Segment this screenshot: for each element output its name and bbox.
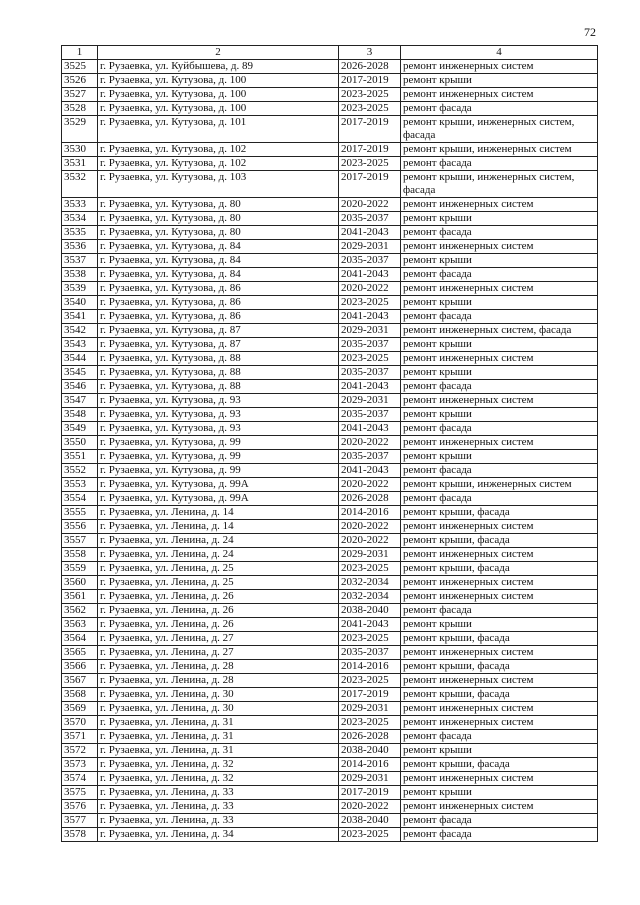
work-type-cell: ремонт крыши — [401, 408, 598, 422]
address-cell: г. Рузаевка, ул. Кутузова, д. 93 — [98, 394, 339, 408]
work-type-cell: ремонт инженерных систем — [401, 520, 598, 534]
work-type-cell: ремонт крыши — [401, 338, 598, 352]
work-type-cell: ремонт крыши — [401, 212, 598, 226]
table-row — [62, 436, 598, 450]
period-cell: 2035-2037 — [339, 254, 401, 268]
work-type-cell: ремонт крыши — [401, 74, 598, 88]
address-cell: г. Рузаевка, ул. Ленина, д. 32 — [98, 772, 339, 786]
column-header-3: 3 — [339, 46, 401, 60]
work-type-cell: ремонт фасада — [401, 828, 598, 842]
table-row — [62, 352, 598, 366]
address-cell: г. Рузаевка, ул. Ленина, д. 28 — [98, 660, 339, 674]
work-type-cell: ремонт инженерных систем — [401, 88, 598, 102]
row-number-cell: 3553 — [62, 478, 98, 492]
table-row — [62, 730, 598, 744]
row-number-cell: 3558 — [62, 548, 98, 562]
row-number-cell: 3533 — [62, 198, 98, 212]
address-cell: г. Рузаевка, ул. Ленина, д. 26 — [98, 604, 339, 618]
row-number-cell: 3525 — [62, 60, 98, 74]
address-cell: г. Рузаевка, ул. Кутузова, д. 80 — [98, 226, 339, 240]
row-number-cell: 3544 — [62, 352, 98, 366]
address-cell: г. Рузаевка, ул. Ленина, д. 28 — [98, 674, 339, 688]
address-cell: г. Рузаевка, ул. Кутузова, д. 80 — [98, 212, 339, 226]
period-cell: 2029-2031 — [339, 772, 401, 786]
address-cell: г. Рузаевка, ул. Ленина, д. 24 — [98, 548, 339, 562]
period-cell: 2014-2016 — [339, 660, 401, 674]
row-number-cell: 3556 — [62, 520, 98, 534]
row-number-cell: 3565 — [62, 646, 98, 660]
table-row — [62, 800, 598, 814]
address-cell: г. Рузаевка, ул. Ленина, д. 32 — [98, 758, 339, 772]
address-cell: г. Рузаевка, ул. Кутузова, д. 100 — [98, 74, 339, 88]
repair-schedule-table-container — [61, 45, 597, 842]
page-number: 72 — [584, 25, 596, 39]
row-number-cell: 3536 — [62, 240, 98, 254]
address-cell: г. Рузаевка, ул. Ленина, д. 33 — [98, 814, 339, 828]
address-cell: г. Рузаевка, ул. Кутузова, д. 84 — [98, 268, 339, 282]
column-header-4: 4 — [401, 46, 598, 60]
table-row — [62, 814, 598, 828]
address-cell: г. Рузаевка, ул. Кутузова, д. 93 — [98, 422, 339, 436]
work-type-cell: ремонт фасада — [401, 814, 598, 828]
period-cell: 2035-2037 — [339, 212, 401, 226]
table-row — [62, 478, 598, 492]
address-cell: г. Рузаевка, ул. Ленина, д. 27 — [98, 632, 339, 646]
table-header-row — [62, 46, 598, 60]
table-row — [62, 394, 598, 408]
work-type-cell: ремонт инженерных систем — [401, 282, 598, 296]
work-type-cell: ремонт фасада — [401, 730, 598, 744]
period-cell: 2020-2022 — [339, 478, 401, 492]
work-type-cell: ремонт крыши, инженерных систем — [401, 478, 598, 492]
row-number-cell: 3569 — [62, 702, 98, 716]
period-cell: 2029-2031 — [339, 394, 401, 408]
address-cell: г. Рузаевка, ул. Ленина, д. 14 — [98, 506, 339, 520]
work-type-cell: ремонт крыши, фасада — [401, 660, 598, 674]
row-number-cell: 3552 — [62, 464, 98, 478]
table-row — [62, 618, 598, 632]
table-row — [62, 198, 598, 212]
address-cell: г. Рузаевка, ул. Кутузова, д. 103 — [98, 171, 339, 198]
address-cell: г. Рузаевка, ул. Ленина, д. 33 — [98, 786, 339, 800]
table-row — [62, 534, 598, 548]
period-cell: 2023-2025 — [339, 157, 401, 171]
period-cell: 2020-2022 — [339, 198, 401, 212]
row-number-cell: 3576 — [62, 800, 98, 814]
period-cell: 2026-2028 — [339, 60, 401, 74]
period-cell: 2038-2040 — [339, 814, 401, 828]
work-type-cell: ремонт инженерных систем — [401, 800, 598, 814]
table-row — [62, 590, 598, 604]
period-cell: 2035-2037 — [339, 646, 401, 660]
address-cell: г. Рузаевка, ул. Ленина, д. 25 — [98, 576, 339, 590]
row-number-cell: 3527 — [62, 88, 98, 102]
address-cell: г. Рузаевка, ул. Кутузова, д. 86 — [98, 296, 339, 310]
table-row — [62, 143, 598, 157]
row-number-cell: 3562 — [62, 604, 98, 618]
row-number-cell: 3551 — [62, 450, 98, 464]
table-row — [62, 240, 598, 254]
period-cell: 2020-2022 — [339, 534, 401, 548]
row-number-cell: 3568 — [62, 688, 98, 702]
work-type-cell: ремонт крыши, фасада — [401, 506, 598, 520]
work-type-cell: ремонт крыши — [401, 366, 598, 380]
row-number-cell: 3555 — [62, 506, 98, 520]
table-row — [62, 296, 598, 310]
table-row — [62, 702, 598, 716]
work-type-cell: ремонт крыши, фасада — [401, 632, 598, 646]
row-number-cell: 3543 — [62, 338, 98, 352]
row-number-cell: 3534 — [62, 212, 98, 226]
period-cell: 2041-2043 — [339, 268, 401, 282]
period-cell: 2020-2022 — [339, 436, 401, 450]
period-cell: 2017-2019 — [339, 143, 401, 157]
address-cell: г. Рузаевка, ул. Кутузова, д. 99А — [98, 492, 339, 506]
row-number-cell: 3546 — [62, 380, 98, 394]
row-number-cell: 3535 — [62, 226, 98, 240]
table-row — [62, 758, 598, 772]
address-cell: г. Рузаевка, ул. Кутузова, д. 99А — [98, 478, 339, 492]
table-row — [62, 310, 598, 324]
period-cell: 2035-2037 — [339, 450, 401, 464]
table-row — [62, 422, 598, 436]
work-type-cell: ремонт фасада — [401, 102, 598, 116]
row-number-cell: 3542 — [62, 324, 98, 338]
row-number-cell: 3578 — [62, 828, 98, 842]
table-row — [62, 60, 598, 74]
period-cell: 2017-2019 — [339, 786, 401, 800]
row-number-cell: 3563 — [62, 618, 98, 632]
table-row — [62, 688, 598, 702]
work-type-cell: ремонт крыши — [401, 786, 598, 800]
work-type-cell: ремонт фасада — [401, 226, 598, 240]
address-cell: г. Рузаевка, ул. Ленина, д. 24 — [98, 534, 339, 548]
table-row — [62, 548, 598, 562]
period-cell: 2035-2037 — [339, 338, 401, 352]
work-type-cell: ремонт инженерных систем — [401, 674, 598, 688]
address-cell: г. Рузаевка, ул. Кутузова, д. 100 — [98, 102, 339, 116]
period-cell: 2023-2025 — [339, 102, 401, 116]
address-cell: г. Рузаевка, ул. Ленина, д. 26 — [98, 590, 339, 604]
row-number-cell: 3531 — [62, 157, 98, 171]
table-row — [62, 324, 598, 338]
address-cell: г. Рузаевка, ул. Куйбышева, д. 89 — [98, 60, 339, 74]
work-type-cell: ремонт фасада — [401, 464, 598, 478]
table-row — [62, 226, 598, 240]
period-cell: 2023-2025 — [339, 674, 401, 688]
row-number-cell: 3528 — [62, 102, 98, 116]
period-cell: 2014-2016 — [339, 758, 401, 772]
address-cell: г. Рузаевка, ул. Ленина, д. 34 — [98, 828, 339, 842]
row-number-cell: 3549 — [62, 422, 98, 436]
address-cell: г. Рузаевка, ул. Кутузова, д. 80 — [98, 198, 339, 212]
row-number-cell: 3575 — [62, 786, 98, 800]
address-cell: г. Рузаевка, ул. Ленина, д. 30 — [98, 688, 339, 702]
work-type-cell: ремонт инженерных систем — [401, 198, 598, 212]
row-number-cell: 3539 — [62, 282, 98, 296]
row-number-cell: 3577 — [62, 814, 98, 828]
work-type-cell: ремонт фасада — [401, 492, 598, 506]
work-type-cell: ремонт крыши — [401, 254, 598, 268]
table-row — [62, 74, 598, 88]
address-cell: г. Рузаевка, ул. Кутузова, д. 87 — [98, 324, 339, 338]
address-cell: г. Рузаевка, ул. Ленина, д. 30 — [98, 702, 339, 716]
period-cell: 2029-2031 — [339, 548, 401, 562]
repair-schedule-table — [61, 45, 598, 842]
table-row — [62, 254, 598, 268]
address-cell: г. Рузаевка, ул. Кутузова, д. 102 — [98, 157, 339, 171]
work-type-cell: ремонт инженерных систем, фасада — [401, 324, 598, 338]
work-type-cell: ремонт фасада — [401, 310, 598, 324]
table-row — [62, 88, 598, 102]
address-cell: г. Рузаевка, ул. Ленина, д. 26 — [98, 618, 339, 632]
work-type-cell: ремонт крыши, фасада — [401, 534, 598, 548]
period-cell: 2032-2034 — [339, 590, 401, 604]
table-row — [62, 450, 598, 464]
period-cell: 2023-2025 — [339, 88, 401, 102]
work-type-cell: ремонт фасада — [401, 157, 598, 171]
address-cell: г. Рузаевка, ул. Ленина, д. 33 — [98, 800, 339, 814]
column-header-2: 2 — [98, 46, 339, 60]
table-row — [62, 506, 598, 520]
address-cell: г. Рузаевка, ул. Кутузова, д. 84 — [98, 254, 339, 268]
period-cell: 2023-2025 — [339, 632, 401, 646]
period-cell: 2041-2043 — [339, 380, 401, 394]
work-type-cell: ремонт крыши — [401, 296, 598, 310]
period-cell: 2029-2031 — [339, 324, 401, 338]
row-number-cell: 3530 — [62, 143, 98, 157]
period-cell: 2023-2025 — [339, 716, 401, 730]
address-cell: г. Рузаевка, ул. Кутузова, д. 99 — [98, 436, 339, 450]
period-cell: 2035-2037 — [339, 366, 401, 380]
row-number-cell: 3557 — [62, 534, 98, 548]
address-cell: г. Рузаевка, ул. Кутузова, д. 84 — [98, 240, 339, 254]
table-row — [62, 562, 598, 576]
row-number-cell: 3540 — [62, 296, 98, 310]
column-header-1: 1 — [62, 46, 98, 60]
table-row — [62, 282, 598, 296]
table-row — [62, 338, 598, 352]
address-cell: г. Рузаевка, ул. Кутузова, д. 93 — [98, 408, 339, 422]
work-type-cell: ремонт инженерных систем — [401, 576, 598, 590]
work-type-cell: ремонт крыши — [401, 618, 598, 632]
table-row — [62, 744, 598, 758]
period-cell: 2038-2040 — [339, 744, 401, 758]
period-cell: 2017-2019 — [339, 116, 401, 143]
table-row — [62, 268, 598, 282]
row-number-cell: 3571 — [62, 730, 98, 744]
row-number-cell: 3538 — [62, 268, 98, 282]
table-row — [62, 380, 598, 394]
row-number-cell: 3560 — [62, 576, 98, 590]
period-cell: 2041-2043 — [339, 226, 401, 240]
row-number-cell: 3537 — [62, 254, 98, 268]
address-cell: г. Рузаевка, ул. Кутузова, д. 102 — [98, 143, 339, 157]
work-type-cell: ремонт фасада — [401, 380, 598, 394]
row-number-cell: 3529 — [62, 116, 98, 143]
table-row — [62, 646, 598, 660]
period-cell: 2026-2028 — [339, 492, 401, 506]
work-type-cell: ремонт крыши — [401, 450, 598, 464]
address-cell: г. Рузаевка, ул. Ленина, д. 31 — [98, 730, 339, 744]
work-type-cell: ремонт инженерных систем — [401, 548, 598, 562]
period-cell: 2023-2025 — [339, 352, 401, 366]
row-number-cell: 3573 — [62, 758, 98, 772]
table-row — [62, 660, 598, 674]
address-cell: г. Рузаевка, ул. Кутузова, д. 86 — [98, 282, 339, 296]
period-cell: 2014-2016 — [339, 506, 401, 520]
period-cell: 2041-2043 — [339, 422, 401, 436]
row-number-cell: 3566 — [62, 660, 98, 674]
address-cell: г. Рузаевка, ул. Кутузова, д. 87 — [98, 338, 339, 352]
address-cell: г. Рузаевка, ул. Кутузова, д. 88 — [98, 352, 339, 366]
work-type-cell: ремонт крыши, фасада — [401, 562, 598, 576]
table-row — [62, 786, 598, 800]
row-number-cell: 3564 — [62, 632, 98, 646]
address-cell: г. Рузаевка, ул. Кутузова, д. 88 — [98, 380, 339, 394]
row-number-cell: 3570 — [62, 716, 98, 730]
table-row — [62, 674, 598, 688]
table-row — [62, 366, 598, 380]
work-type-cell: ремонт инженерных систем — [401, 352, 598, 366]
row-number-cell: 3532 — [62, 171, 98, 198]
table-row — [62, 464, 598, 478]
work-type-cell: ремонт крыши — [401, 744, 598, 758]
work-type-cell: ремонт инженерных систем — [401, 436, 598, 450]
address-cell: г. Рузаевка, ул. Ленина, д. 14 — [98, 520, 339, 534]
period-cell: 2041-2043 — [339, 618, 401, 632]
work-type-cell: ремонт крыши, инженерных систем, фасада — [401, 116, 598, 143]
table-row — [62, 604, 598, 618]
table-row — [62, 102, 598, 116]
row-number-cell: 3550 — [62, 436, 98, 450]
row-number-cell: 3545 — [62, 366, 98, 380]
address-cell: г. Рузаевка, ул. Ленина, д. 31 — [98, 744, 339, 758]
period-cell: 2023-2025 — [339, 562, 401, 576]
row-number-cell: 3572 — [62, 744, 98, 758]
work-type-cell: ремонт инженерных систем — [401, 646, 598, 660]
work-type-cell: ремонт инженерных систем — [401, 772, 598, 786]
table-row — [62, 772, 598, 786]
table-row — [62, 632, 598, 646]
period-cell: 2029-2031 — [339, 240, 401, 254]
work-type-cell: ремонт инженерных систем — [401, 60, 598, 74]
work-type-cell: ремонт фасада — [401, 604, 598, 618]
work-type-cell: ремонт крыши, фасада — [401, 688, 598, 702]
address-cell: г. Рузаевка, ул. Кутузова, д. 99 — [98, 464, 339, 478]
period-cell: 2023-2025 — [339, 828, 401, 842]
period-cell: 2041-2043 — [339, 310, 401, 324]
period-cell: 2020-2022 — [339, 282, 401, 296]
table-row — [62, 576, 598, 590]
table-row — [62, 520, 598, 534]
work-type-cell: ремонт фасада — [401, 422, 598, 436]
period-cell: 2020-2022 — [339, 800, 401, 814]
table-row — [62, 171, 598, 198]
period-cell: 2023-2025 — [339, 296, 401, 310]
address-cell: г. Рузаевка, ул. Ленина, д. 25 — [98, 562, 339, 576]
period-cell: 2029-2031 — [339, 702, 401, 716]
row-number-cell: 3561 — [62, 590, 98, 604]
work-type-cell: ремонт крыши, фасада — [401, 758, 598, 772]
work-type-cell: ремонт крыши, инженерных систем — [401, 143, 598, 157]
row-number-cell: 3548 — [62, 408, 98, 422]
table-row — [62, 212, 598, 226]
address-cell: г. Рузаевка, ул. Кутузова, д. 101 — [98, 116, 339, 143]
work-type-cell: ремонт крыши, инженерных систем, фасада — [401, 171, 598, 198]
work-type-cell: ремонт инженерных систем — [401, 240, 598, 254]
address-cell: г. Рузаевка, ул. Кутузова, д. 88 — [98, 366, 339, 380]
period-cell: 2017-2019 — [339, 171, 401, 198]
row-number-cell: 3567 — [62, 674, 98, 688]
address-cell: г. Рузаевка, ул. Кутузова, д. 99 — [98, 450, 339, 464]
period-cell: 2035-2037 — [339, 408, 401, 422]
work-type-cell: ремонт инженерных систем — [401, 716, 598, 730]
row-number-cell: 3526 — [62, 74, 98, 88]
period-cell: 2017-2019 — [339, 688, 401, 702]
work-type-cell: ремонт инженерных систем — [401, 590, 598, 604]
address-cell: г. Рузаевка, ул. Кутузова, д. 100 — [98, 88, 339, 102]
address-cell: г. Рузаевка, ул. Кутузова, д. 86 — [98, 310, 339, 324]
row-number-cell: 3541 — [62, 310, 98, 324]
work-type-cell: ремонт инженерных систем — [401, 702, 598, 716]
table-row — [62, 716, 598, 730]
address-cell: г. Рузаевка, ул. Ленина, д. 31 — [98, 716, 339, 730]
work-type-cell: ремонт инженерных систем — [401, 394, 598, 408]
period-cell: 2038-2040 — [339, 604, 401, 618]
row-number-cell: 3547 — [62, 394, 98, 408]
row-number-cell: 3559 — [62, 562, 98, 576]
table-row — [62, 828, 598, 842]
table-row — [62, 408, 598, 422]
period-cell: 2032-2034 — [339, 576, 401, 590]
table-row — [62, 157, 598, 171]
table-row — [62, 116, 598, 143]
address-cell: г. Рузаевка, ул. Ленина, д. 27 — [98, 646, 339, 660]
period-cell: 2017-2019 — [339, 74, 401, 88]
table-body — [62, 60, 598, 842]
row-number-cell: 3574 — [62, 772, 98, 786]
work-type-cell: ремонт фасада — [401, 268, 598, 282]
row-number-cell: 3554 — [62, 492, 98, 506]
period-cell: 2026-2028 — [339, 730, 401, 744]
table-row — [62, 492, 598, 506]
period-cell: 2020-2022 — [339, 520, 401, 534]
period-cell: 2041-2043 — [339, 464, 401, 478]
table-header — [62, 46, 598, 60]
